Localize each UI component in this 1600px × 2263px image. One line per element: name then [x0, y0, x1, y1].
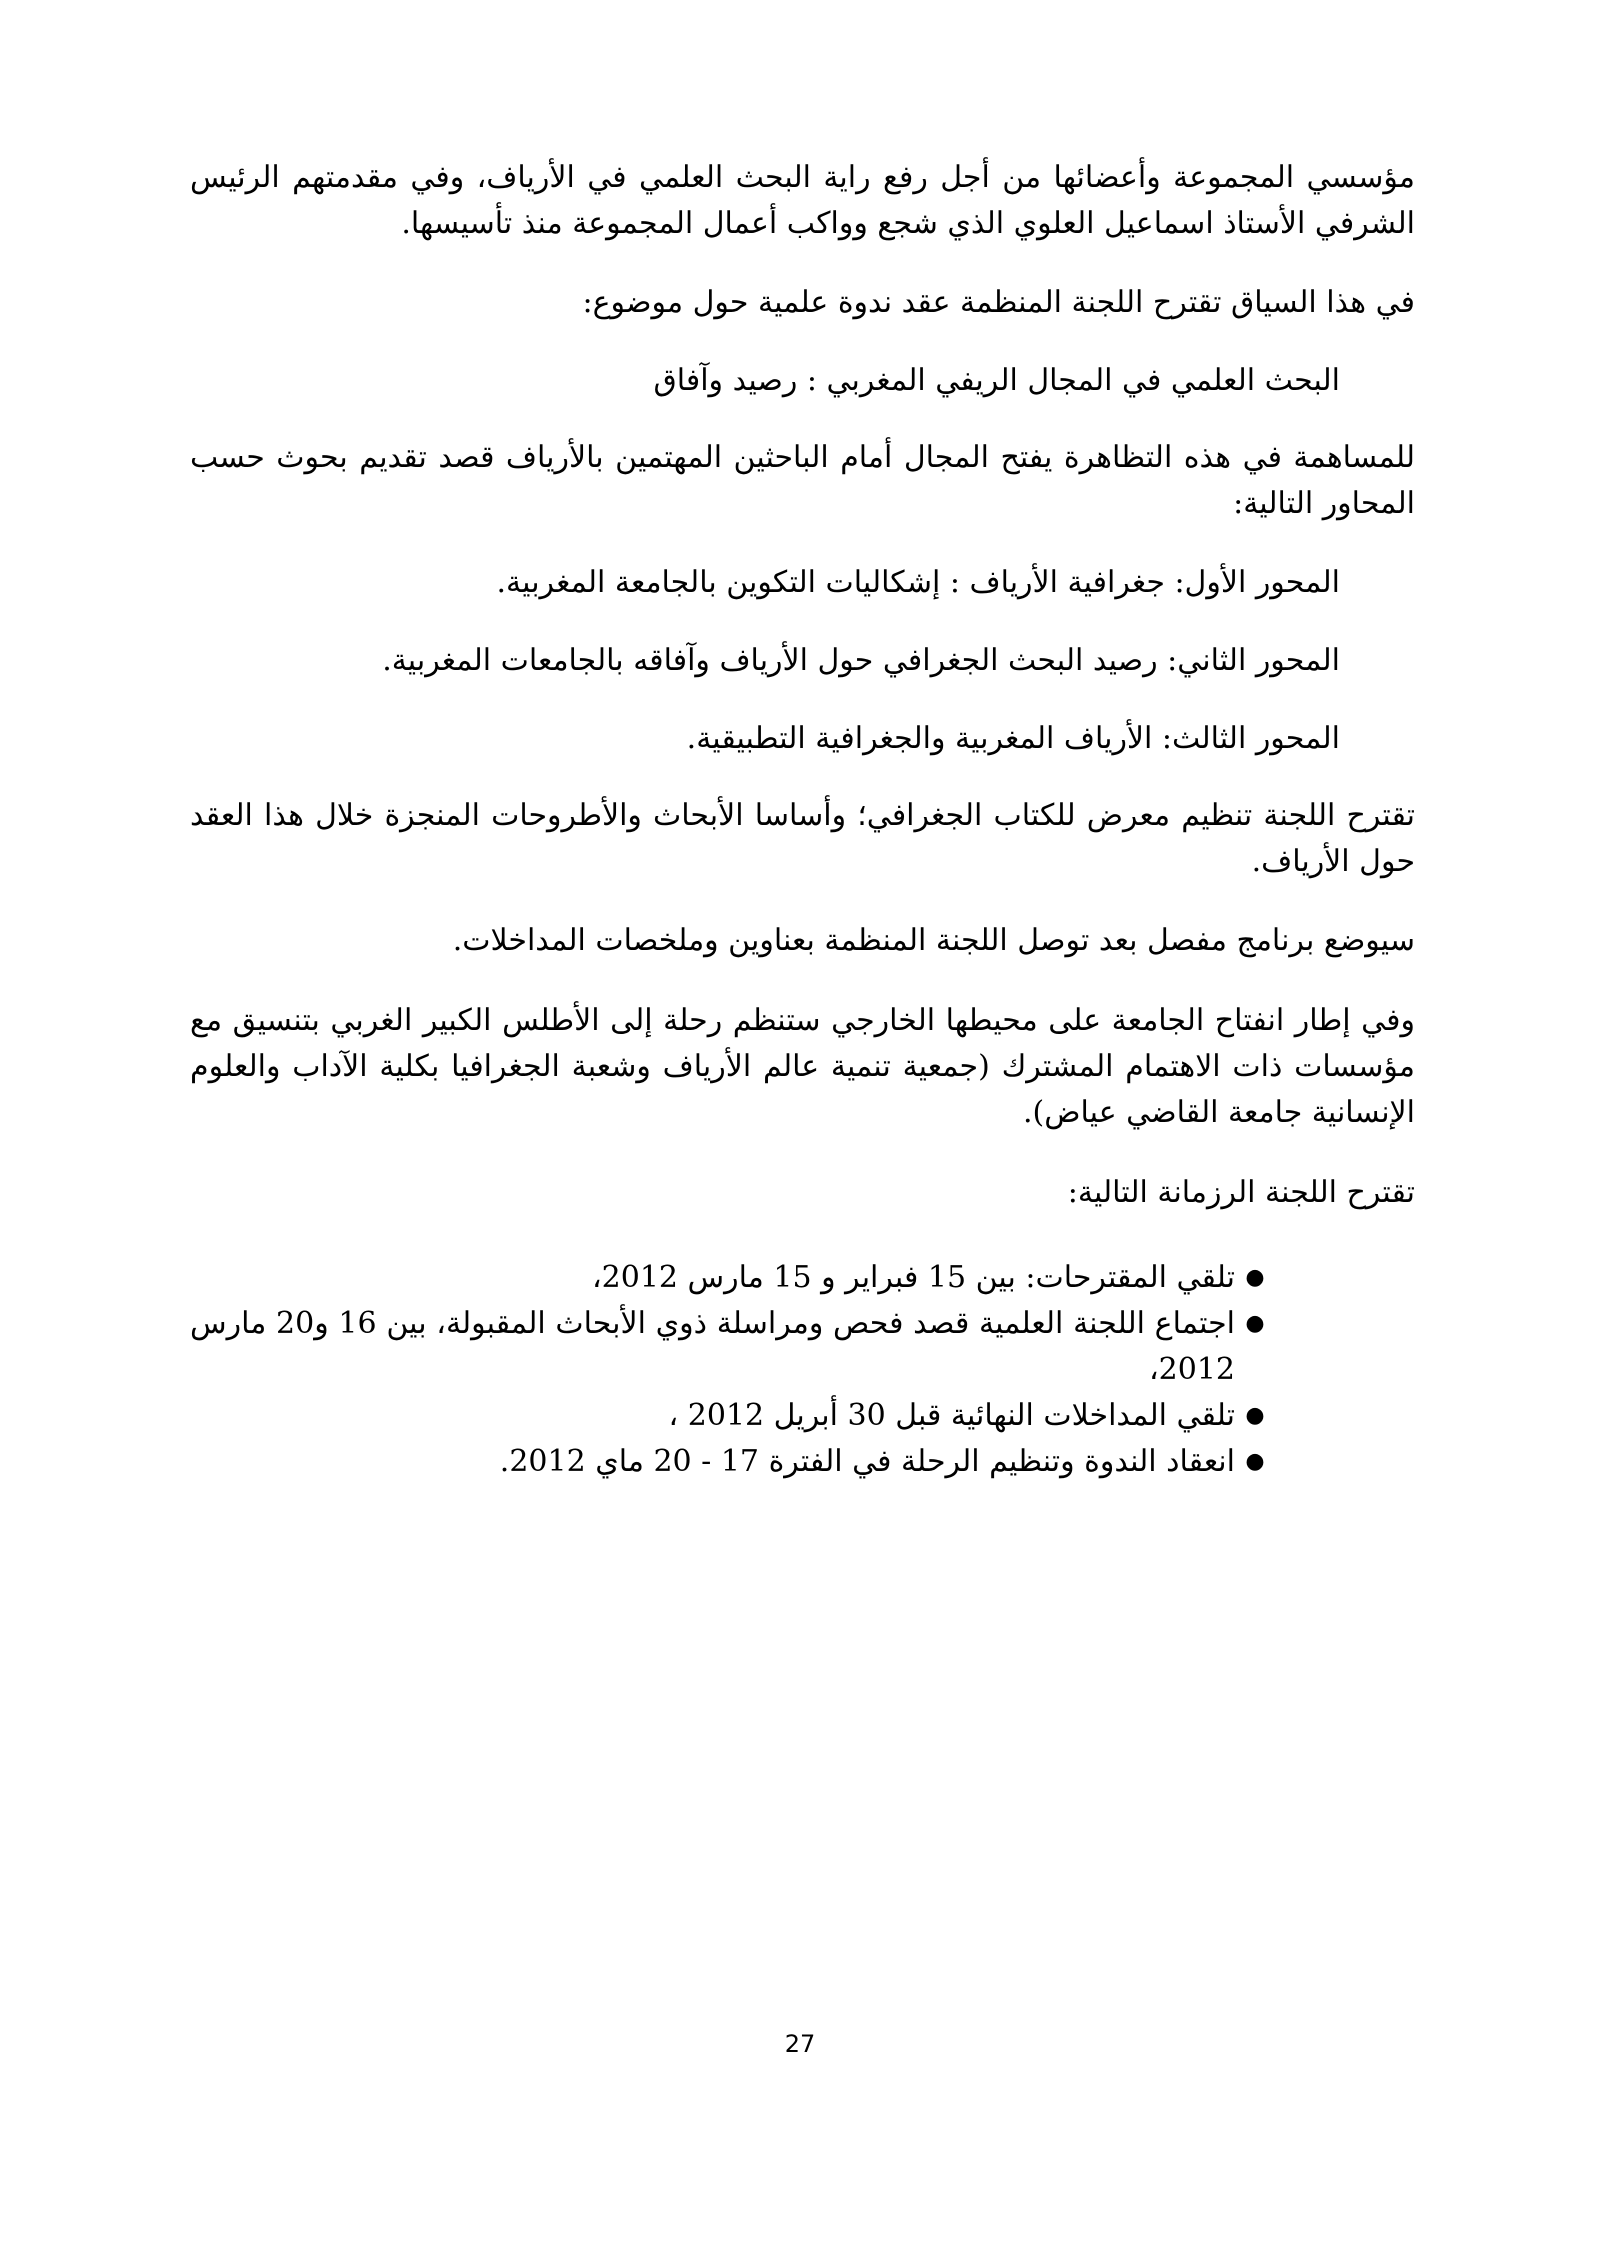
symposium-topic: البحث العلمي في المجال الريفي المغربي : رصيد وآفاق — [653, 363, 1340, 398]
page-number: 27 — [784, 2030, 816, 2058]
schedule-item-text: انعقاد الندوة وتنظيم الرحلة في الفترة 17 - 20 ماي 2012. — [499, 1444, 1235, 1479]
list-item — [190, 1439, 1415, 1485]
schedule-item-text: تلقي المداخلات النهائية قبل 30 أبريل 2012 ، — [668, 1398, 1235, 1433]
schedule-list — [190, 1255, 1415, 1485]
bullet-icon: ● — [1245, 1449, 1265, 1474]
bullet-icon: ● — [1245, 1311, 1265, 1336]
list-item — [190, 1301, 1415, 1393]
schedule-item-text: تلقي المقترحات: بين 15 فبراير و 15 مارس 2012، — [591, 1260, 1235, 1295]
paragraph-schedule-intro: تقترح اللجنة الرزمانة التالية: — [1067, 1175, 1415, 1210]
bullet-icon: ● — [1245, 1403, 1265, 1428]
list-item — [190, 1255, 1415, 1301]
schedule-item-text: اجتماع اللجنة العلمية قصد فحص ومراسلة ذوي الأبحاث المقبولة، بين 16 و20 مارس 2012، — [190, 1306, 1235, 1387]
paragraph-call-for-papers: للمساهمة في هذه التظاهرة يفتح المجال أمام الباحثين المهتمين بالأرياف قصد تقديم بحوث حسب المحاور التالية: — [190, 440, 1415, 521]
axis-three: المحور الثالث: الأرياف المغربية والجغرافية التطبيقية. — [686, 721, 1340, 756]
axis-two: المحور الثاني: رصيد البحث الجغرافي حول الأرياف وآفاقه بالجامعات المغربية. — [382, 643, 1340, 678]
list-item — [190, 1393, 1415, 1439]
bullet-icon: ● — [1245, 1265, 1265, 1290]
paragraph-exhibition: تقترح اللجنة تنظيم معرض للكتاب الجغرافي؛ وأساسا الأبحاث والأطروحات المنجزة خلال هذا العقد حول الأرياف. — [190, 798, 1415, 879]
axis-one: المحور الأول: جغرافية الأرياف : إشكاليات التكوين بالجامعة المغربية. — [496, 565, 1340, 600]
paragraph-founders: مؤسسي المجموعة وأعضائها من أجل رفع راية البحث العلمي في الأرياف، وفي مقدمتهم الرئيس الشرفي الأستاذ اسماعيل العلوي الذي شجع وواكب أعمال المجموعة منذ تأسيسها. — [190, 160, 1415, 241]
paragraph-context: في هذا السياق تقترح اللجنة المنظمة عقد ندوة علمية حول موضوع: — [582, 285, 1415, 320]
paragraph-field-trip: وفي إطار انفتاح الجامعة على محيطها الخارجي ستنظم رحلة إلى الأطلس الكبير الغربي بتنسيق مع مؤسسات ذات الاهتمام المشترك (جمعية تنمية عالم الأرياف وشعبة الجغرافيا بكلية الآداب والعلوم الإنسانية جامعة القاضي عياض). — [190, 1003, 1415, 1130]
paragraph-program: سيوضع برنامج مفصل بعد توصل اللجنة المنظمة بعناوين وملخصات المداخلات. — [452, 923, 1415, 958]
